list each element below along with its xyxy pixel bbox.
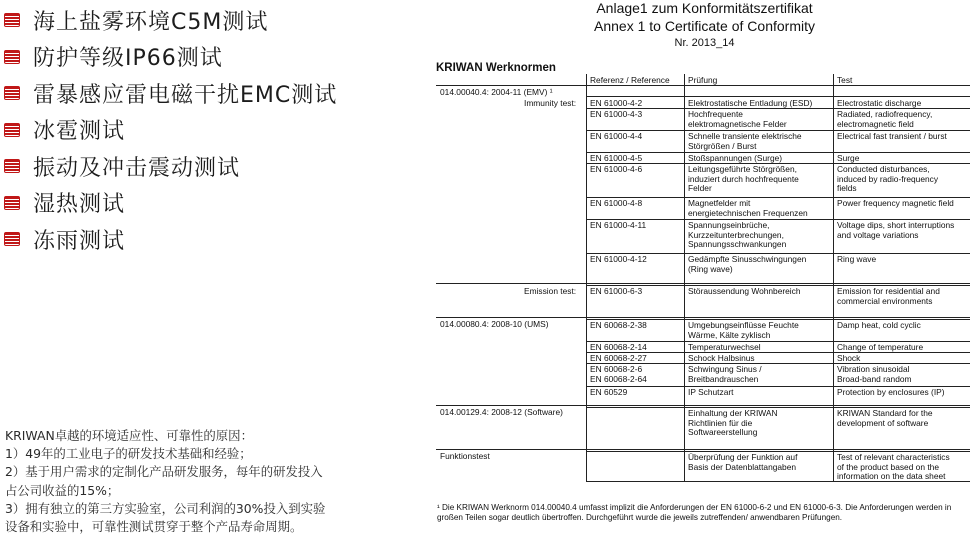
list-item [4, 112, 424, 149]
table-cell-reference: EN 61000-4-2 [590, 98, 643, 108]
group-label: 014.00080.4: 2008-10 (UMS) [440, 319, 549, 329]
table-cell-pruefung: Magnetfelder mit [688, 198, 751, 208]
table-cell-test: Protection by enclosures (IP) [837, 387, 945, 397]
flag-bullet-icon [4, 86, 20, 100]
table-cell-pruefung: Breitbandrauschen [688, 373, 759, 384]
flag-bullet-icon [4, 123, 20, 137]
section-title: KRIWAN Werknormen [436, 62, 556, 74]
group-rule [436, 405, 970, 406]
list-item-text: 海上盐雾环境C5M测试 [33, 9, 269, 35]
table-cell-test: Emission for residential and [837, 286, 940, 296]
reason-line: 1）49年的工业电子的研发技术基础和经验； [5, 446, 252, 462]
group-label: Funktionstest [440, 451, 490, 461]
table-cell-reference: EN 61000-6-3 [590, 286, 643, 296]
certificate-title-en: Annex 1 to Certificate of Conformity [594, 18, 815, 34]
table-cell-test: Surge [837, 153, 860, 163]
table-cell-reference: EN 60068-2-6 [590, 364, 643, 374]
table-cell-pruefung: Wärme, Kälte zyklisch [688, 329, 771, 340]
table-cell-test: KRIWAN Standard for the [837, 408, 933, 418]
list-item [4, 2, 424, 39]
certificate-number: Nr. 2013_14 [674, 37, 735, 49]
list-item [4, 75, 424, 112]
table-cell-pruefung: induziert durch hochfrequente [688, 173, 799, 184]
group-label: 014.00129.4: 2008-12 (Software) [440, 407, 563, 417]
table-cell-test: and voltage variations [837, 229, 919, 240]
table-cell-test: electromagnetic field [837, 118, 914, 129]
group-label: 014.00040.4: 2004-11 (EMV) ¹ [440, 87, 553, 97]
table-cell-test: information on the data sheet [837, 471, 946, 482]
table-cell-reference: EN 60068-2-27 [590, 353, 647, 363]
table-cell-pruefung: Schnelle transiente elektrische [688, 131, 802, 141]
table-cell-reference: EN 61000-4-3 [590, 109, 643, 119]
table-cell-pruefung: Softwareerstellung [688, 427, 758, 438]
header-test: Test [837, 75, 853, 85]
table-cell-test: Broad-band random [837, 373, 912, 384]
table-cell-pruefung: Basis der Datenblattangaben [688, 461, 797, 472]
table-cell-test: development of software [837, 417, 929, 428]
table-cell-test: commercial environments [837, 295, 933, 306]
table-cell-pruefung: Temperaturwechsel [688, 342, 761, 352]
table-cell-pruefung: (Ring wave) [688, 263, 733, 274]
list-item-text: 振动及冲击震动测试 [33, 155, 241, 181]
table-cell-reference: EN 60068-2-14 [590, 342, 647, 352]
list-item [4, 148, 424, 185]
flag-bullet-icon [4, 196, 20, 210]
table-cell-test: Test of relevant characteristics [837, 452, 950, 462]
header-reference: Referenz / Reference [590, 75, 670, 85]
table-rule [586, 96, 970, 97]
list-item [4, 221, 424, 258]
list-item-text: 雷暴感应雷电磁干扰EMC测试 [33, 82, 338, 108]
certificate-annex [430, 0, 979, 537]
table-rule [436, 85, 970, 86]
table-cell-test: fields [837, 183, 857, 194]
table-cell-reference: EN 61000-4-4 [590, 131, 643, 141]
table-cell-pruefung: Gedämpfte Sinusschwingungen [688, 254, 807, 264]
table-cell-test: Electrical fast transient / burst [837, 131, 947, 141]
group-label: Immunity test: [524, 98, 577, 108]
reason-line: 设备和实验中，可靠性测试贯穿于整个产品寿命周期。 [5, 519, 303, 535]
table-cell-reference: EN 61000-4-12 [590, 254, 647, 264]
flag-bullet-icon [4, 159, 20, 173]
table-cell-pruefung: Spannungseinbrüche, [688, 220, 770, 230]
table-cell-reference: EN 60529 [590, 387, 628, 397]
table-cell-reference: EN 61000-4-8 [590, 198, 643, 208]
reason-line: 2）基于用户需求的定制化产品研发服务，每年的研发投入 [5, 464, 323, 480]
list-item [4, 39, 424, 76]
table-cell-pruefung: Hochfrequente [688, 109, 743, 119]
table-cell-test: Radiated, radiofrequency, [837, 109, 933, 119]
flag-bullet-icon [4, 13, 20, 27]
flag-bullet-icon [4, 50, 20, 64]
table-cell-test: Shock [837, 353, 861, 363]
table-cell-pruefung: Stoßspannungen (Surge) [688, 153, 783, 163]
table-cell-reference: EN 61000-4-11 [590, 220, 647, 230]
table-cell-pruefung: elektromagnetische Felder [688, 118, 787, 129]
table-cell-pruefung: Umgebungseinflüsse Feuchte [688, 320, 799, 330]
group-rule [436, 449, 970, 450]
footnote [437, 503, 977, 524]
table-cell-pruefung: Einhaltung der KRIWAN [688, 408, 778, 418]
group-rule [436, 317, 970, 318]
table-cell-pruefung: Kurzzeitunterbrechungen, [688, 229, 784, 240]
test-list [4, 2, 424, 258]
reasons-paragraph [5, 427, 405, 536]
table-cell-test: Damp heat, cold cyclic [837, 320, 921, 330]
table-cell-pruefung: Felder [688, 183, 712, 194]
table-cell-test: Electrostatic discharge [837, 98, 922, 108]
certificate-title-de: Anlage1 zum Konformitätszertifikat [596, 0, 813, 16]
column-divider [586, 74, 587, 482]
table-cell-pruefung: Spannungsschwankungen [688, 239, 787, 250]
table-cell-reference: EN 60068-2-64 [590, 373, 647, 384]
reason-line: 3）拥有独立的第三方实验室，公司利润的30%投入到实验 [5, 500, 326, 516]
table-cell-reference: EN 60068-2-38 [590, 320, 647, 330]
footnote-text: ¹ Die KRIWAN Werknorm 014.00040.4 umfasst implizit die Anforderungen der EN 61000-6-2 und EN 61000-6-3. Die Anforderungen werden in großen Teilen sogar deutlich übertroffen. Durchgeführt wurde die jeweils zutreffenden/ anwendbaren Prüfungen. [437, 503, 952, 523]
table-cell-test: Change of temperature [837, 342, 924, 352]
table-cell-pruefung: Schwingung Sinus / [688, 364, 762, 374]
table-cell-test: of the product based on the [837, 461, 939, 472]
group-label: Emission test: [524, 286, 577, 296]
column-divider [833, 74, 834, 482]
list-item-text: 冰雹测试 [33, 119, 126, 145]
table-cell-test: Conducted disturbances, [837, 164, 930, 174]
list-item-text: 冻雨测试 [33, 228, 126, 254]
flag-bullet-icon [4, 232, 20, 246]
table-cell-reference: EN 61000-4-5 [590, 153, 643, 163]
table-cell-test: Power frequency magnetic field [837, 198, 954, 208]
group-rule [436, 283, 970, 284]
table-cell-pruefung: IP Schutzart [688, 387, 734, 397]
table-cell-pruefung: Schock Halbsinus [688, 353, 755, 363]
table-cell-pruefung: Leitungsgeführte Störgrößen, [688, 164, 797, 174]
table-cell-pruefung: Richtlinien für die [688, 417, 753, 428]
table-cell-test: Ring wave [837, 254, 877, 264]
table-cell-reference: EN 61000-4-6 [590, 164, 643, 174]
table-row-rule [586, 363, 970, 364]
table-row-rule [586, 481, 970, 482]
table-cell-pruefung: Störgrößen / Burst [688, 140, 757, 151]
list-item-text: 湿热测试 [33, 192, 126, 218]
table-cell-test: Voltage dips, short interruptions [837, 220, 955, 230]
table-cell-pruefung: energietechnischen Frequenzen [688, 207, 808, 218]
header-pruefung: Prüfung [688, 75, 718, 85]
reason-line: 占公司收益的15%； [5, 482, 120, 498]
table-cell-test: induced by radio-frequency [837, 173, 939, 184]
table-cell-test: Vibration sinusoidal [837, 364, 910, 374]
list-item [4, 185, 424, 222]
table-cell-pruefung: Überprüfung der Funktion auf [688, 452, 798, 462]
table-cell-pruefung: Elektrostatische Entladung (ESD) [688, 98, 813, 108]
reason-line: KRIWAN卓越的环境适应性、可靠性的原因： [5, 428, 253, 443]
list-item-text: 防护等级IP66测试 [33, 46, 223, 72]
table-cell-pruefung: Störaussendung Wohnbereich [688, 286, 801, 296]
column-divider [684, 74, 685, 482]
